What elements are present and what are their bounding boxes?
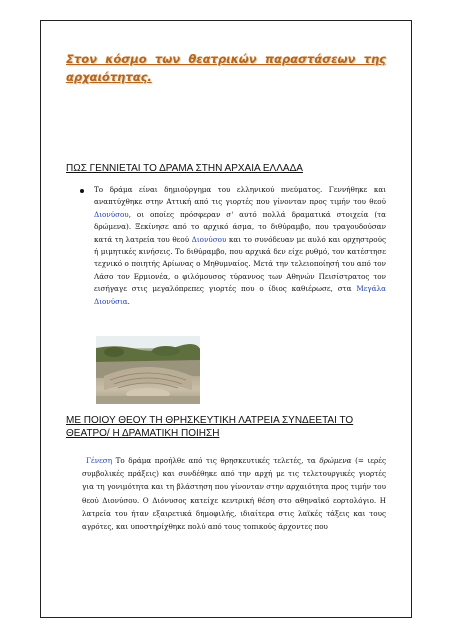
dromena-term: δρώμενα — [319, 456, 352, 465]
text-run: Το δράμα είναι δημιούργημα του ελληνικού πνεύματος. Γεννήθηκε και αναπτύχθηκε στην Αττική από τις γιορτές που γίνονταν προς τιμήν του θεού — [94, 185, 386, 207]
text-run: . — [127, 296, 130, 306]
section-heading-dionysus-cult: ΜΕ ΠΟΙΟΥ ΘΕΟΥ ΤΗ ΘΡΗΣΚΕΥΤΙΚΗ ΛΑΤΡΕΙΑ ΣΥΝΔΕΕΤΑΙ ΤΟ ΘΕΑΤΡΟ/ Η ΔΡΑΜΑΤΙΚΗ ΠΟΙΗΣΗ — [66, 415, 354, 439]
text-run: και το συνόδευαν με αυλό και ορχηστρούς ή μιμητικές κινήσεις. Το διθύραμβο, που αρχικά δεν είχε ρυθμό, τον κατέστησε τεχνικό ο ποιητής Αρίωνας ο Μηθυμναίος. Μετά την τελειοποίησή του από τον Λάσο τον Ερμιονέα, ο φιλόμουσος τύραννος των Αθηνών Πεισίστρατος τον εισήγαγε στις μεγαλόπρεπες γιορτές που ο ίδιος καθιέρωσε, στα — [94, 234, 386, 294]
genesis-label: Γένεση — [86, 456, 113, 465]
link-megala-dionysia[interactable]: Μεγάλα Διονύσια — [94, 284, 386, 306]
title-line-2: αρχαιότητας. — [66, 70, 152, 84]
text-run: (= ιερές συμβολικές πράξεις) και συνδέθηκε από την αρχή με τις τελετουργικές γιορτές για τη γονιμότητα και τη βλάστηση που γίνονταν στην αρχαιότητα προς τιμήν του θεού Διονύσου. Ο Διόνυσος κατείχε κεντρική θέση στο αθηναϊκό εορτολόγιο. Η λατρεία του ήταν εξαιρετικά δημοφιλής, ιδιαίτερα στις λαϊκές τάξεις και τους αγρότες, και υποστηρίχθηκε πολύ από τους τοπικούς άρχοντες που — [82, 456, 386, 532]
text-run: Το δράμα προήλθε από τις θρησκευτικές τελετές, τα — [112, 456, 320, 465]
section-heading-origin: ΠΩΣ ΓΕΝΝΙΕΤΑΙ ΤΟ ΔΡΑΜΑ ΣΤΗΝ ΑΡΧΑΙΑ ΕΛΛΑΔΑ — [66, 163, 303, 174]
theatre-photo — [96, 336, 200, 404]
link-dionysos[interactable]: Διονύσου — [94, 209, 129, 219]
document-title — [66, 50, 386, 86]
title-line-1: Στον κόσμο των θεατρικών παραστάσεων της — [66, 52, 386, 66]
text-run: , οι οποίες πρόσφεραν σ' αυτό πολλά δραματικά στοιχεία (τα δρώμενα). Ξεκίνησε από το αρχικό άσμα, το διθύραμβο, που τραγουδούσαν κατά τη λατρεία του θεού — [94, 209, 386, 244]
link-dionysos[interactable]: Διονύσου — [191, 234, 227, 244]
origin-paragraph — [94, 184, 386, 308]
genesis-paragraph — [82, 454, 386, 533]
bullet-icon — [80, 189, 84, 193]
bullet-paragraph — [66, 184, 386, 308]
document-body — [66, 50, 386, 532]
